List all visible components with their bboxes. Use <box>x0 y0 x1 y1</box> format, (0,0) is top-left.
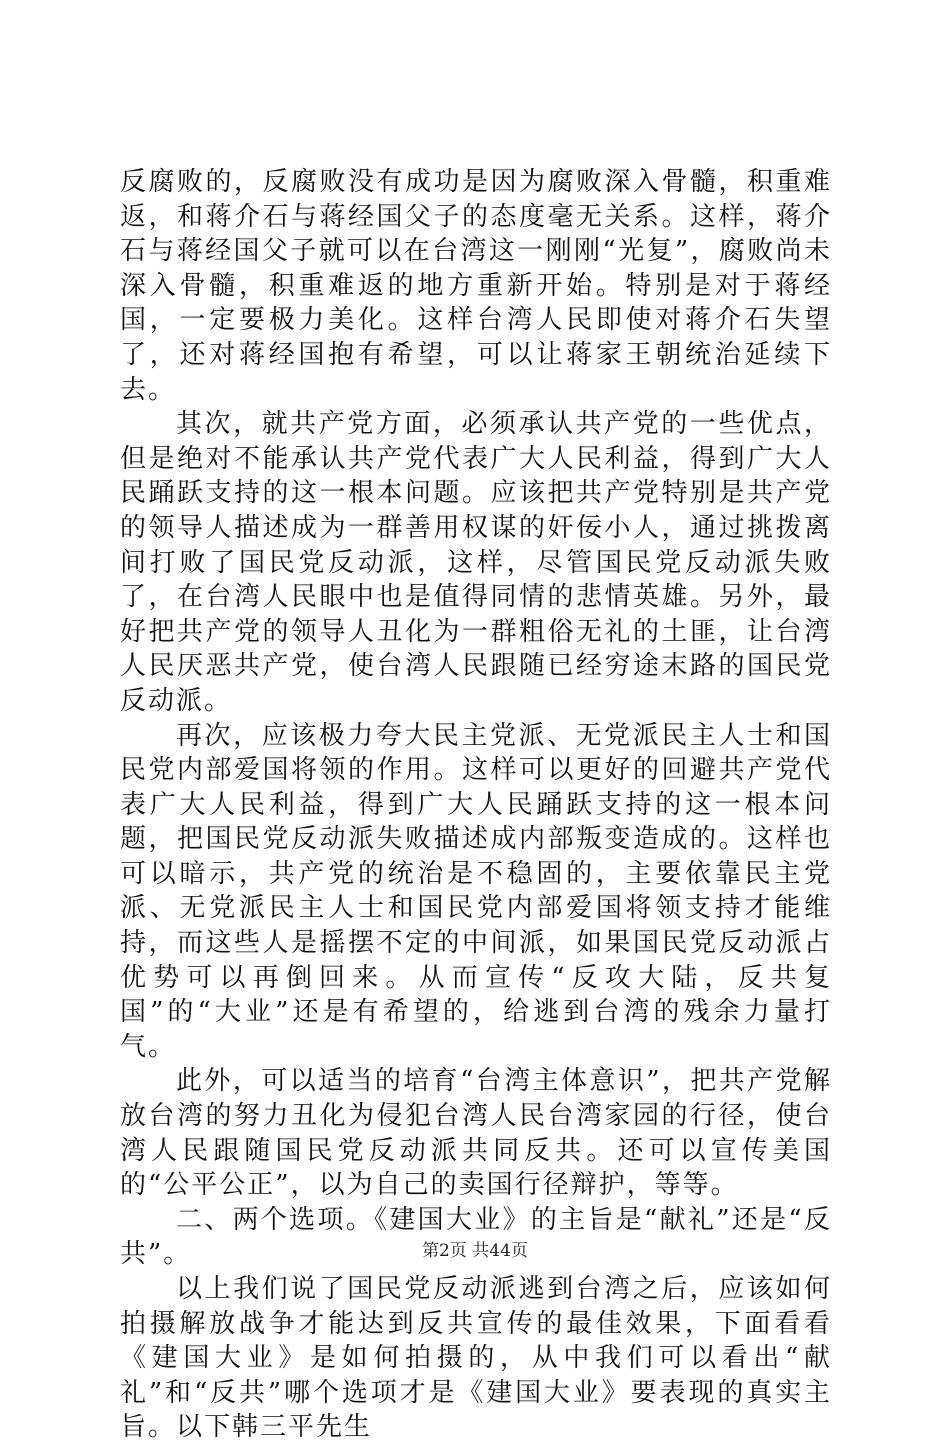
paragraph-additional-point: 此外，可以适当的培育“台湾主体意识”，把共产党解放台湾的努力丑化为侵犯台湾人民台湾家园的行径，使台湾人民跟随国民党反动派共同反共。还可以宣传美国的“公平公正”，以为自己的卖国行径辩护，等等。 <box>120 1066 832 1201</box>
paragraph-continued: 反腐败的，反腐败没有成功是因为腐败深入骨髓，积重难返，和蒋介石与蒋经国父子的态度毫无关系。这样，蒋介石与蒋经国父子就可以在台湾这一刚刚“光复”，腐败尚未深入骨髓，积重难返的地方重新开始。特别是对于蒋经国，一定要极力美化。这样台湾人民即使对蒋介石失望了，还对蒋经国抱有希望，可以让蒋家王朝统治延续下去。 <box>120 167 832 405</box>
page-number-footer: 第2页 共44页 <box>422 1241 528 1261</box>
section-heading-two-options: 二、两个选项。《建国大业》的主旨是“献礼”还是“反共”。 <box>120 1204 832 1270</box>
paragraph-second-point: 其次，就共产党方面，必须承认共产党的一些优点，但是绝对不能承认共产党代表广大人民利益，得到广大人民踊跃支持的这一根本问题。应该把共产党特别是共产党的领导人描述成为一群善用权谋的奸佞小人，通过挑拨离间打败了国民党反动派，这样，尽管国民党反动派失败了，在台湾人民眼中也是值得同情的悲情英雄。另外，最好把共产党的领导人丑化为一群粗俗无礼的土匪，让台湾人民厌恶共产党，使台湾人民跟随已经穷途末路的国民党反动派。 <box>120 409 832 716</box>
paragraph-third-point: 再次，应该极力夸大民主党派、无党派民主人士和国民党内部爱国将领的作用。这样可以更好的回避共产党代表广大人民利益，得到广大人民踊跃支持的这一根本问题，把国民党反动派失败描述成内部叛变造成的。这样也可以暗示，共产党的统治是不稳固的，主要依靠民主党派、无党派民主人士和国民党内部爱国将领支持才能维持，而这些人是摇摆不定的中间派，如果国民党反动派占优势可以再倒回来。从而宣传“反攻大陆，反共复国”的“大业”还是有希望的，给逃到台湾的残余力量打气。 <box>120 720 832 1062</box>
paragraph-analysis-intro: 以上我们说了国民党反动派逃到台湾之后，应该如何拍摄解放战争才能达到反共宣传的最佳效果，下面看看《建国大业》是如何拍摄的，从中我们可以看出“献礼”和“反共”哪个选项才是《建国大业》要表现的真实主旨。以下韩三平先生 <box>120 1274 832 1443</box>
